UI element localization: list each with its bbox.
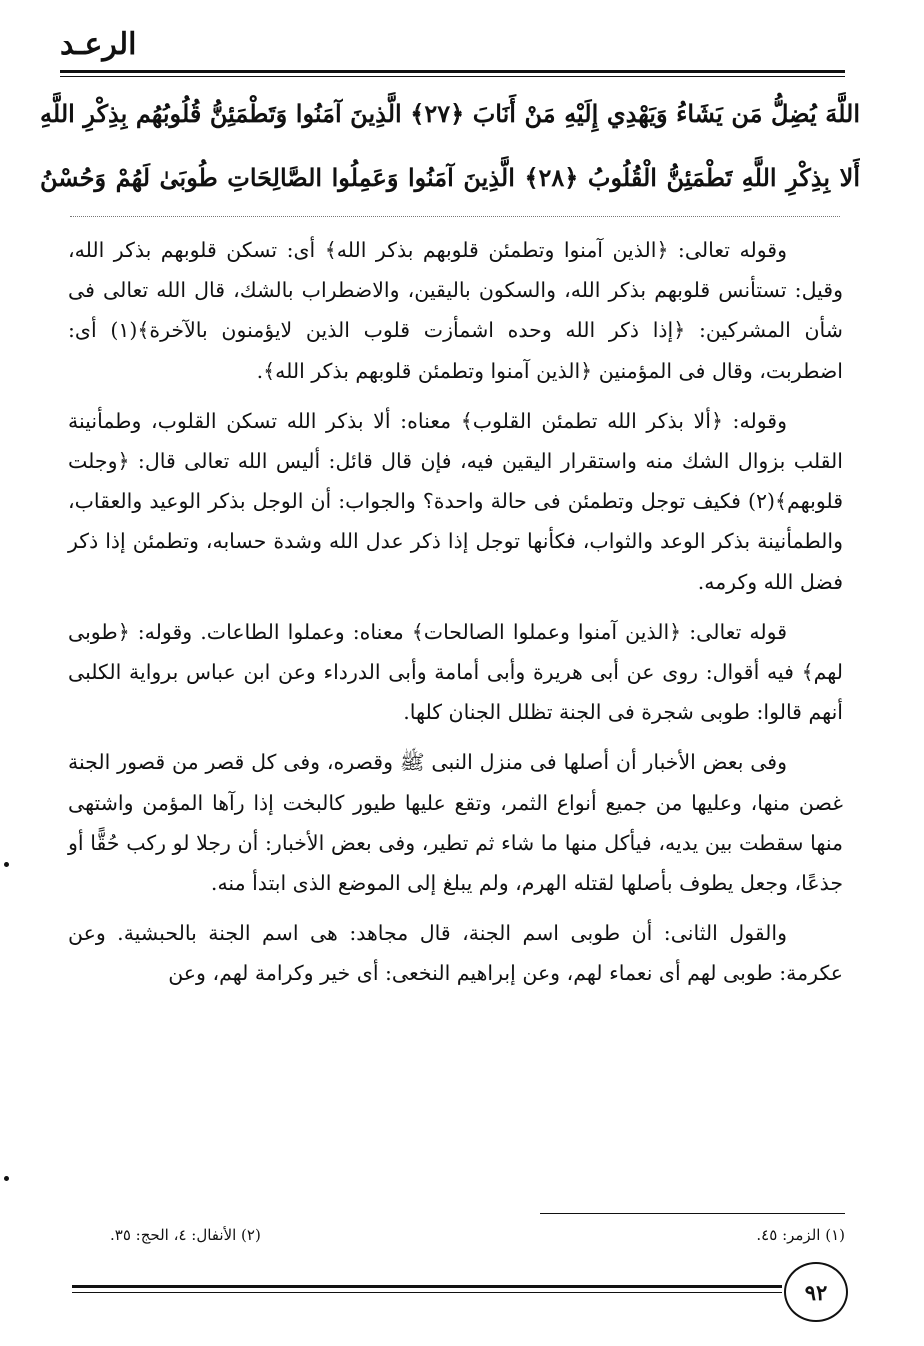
footnote-separator — [540, 1213, 845, 1214]
quran-verse-block — [40, 82, 860, 210]
footnotes — [110, 1222, 845, 1248]
footnote-2: (٢) الأنفال: ٤، الحج: ٣٥. — [110, 1226, 261, 1244]
header-rule-thin — [60, 76, 845, 77]
margin-dot-mark — [4, 862, 9, 867]
verse-separator — [70, 216, 840, 217]
verse-line-1: اللَّهَ يُضِلُّ مَن يَشَاءُ وَيَهْدِي إِلَيْهِ مَنْ أَنَابَ ﴿٢٧﴾ الَّذِينَ آمَنُوا وَتَطْمَئِنُّ قُلُوبُهُم بِذِكْرِ اللَّهِ — [40, 99, 860, 128]
paragraph-1: وقوله تعالى: ﴿الذين آمنوا وتطمئن قلوبهم بذكر الله﴾ أى: تسكن قلوبهم بذكر الله، وقيل: تستأنس قلوبهم بذكر الله، والسكون باليقين، والاضطراب بالشك، قال الله تعالى فى شأن المشركين: ﴿إذا ذكر الله وحده اشمأزت قلوب الذين لايؤمنون بالآخرة﴾(١) أى: اضطربت، وقال فى المؤمنين ﴿الذين آمنوا وتطمئن قلوبهم بذكر الله﴾. — [68, 238, 843, 383]
paragraph-4: وفى بعض الأخبار أن أصلها فى منزل النبى ﷺ وقصره، وفى كل قصر من قصور الجنة غصن منها، وعليها من جميع أنواع الثمر، وتقع عليها طيور كالبخت إذا رآها المؤمن واشتهى منها سقطت بين يديه، فيأكل منها ما شاء ثم تطير، وفى بعض الأخبار: أن رجلا لو ركب حُقًّا أو جذعًا، وجعل يطوف بأصلها لقتله الهرم، ولم يبلغ إلى الموضع الذى ابتدأ منه. — [68, 750, 843, 896]
margin-dot-mark — [4, 1176, 9, 1181]
page-number-badge: ٩٢ — [784, 1262, 848, 1322]
footnote-1: (١) الزمر: ٤٥. — [756, 1226, 845, 1244]
running-header-title: الرعـد — [60, 27, 137, 62]
paragraph-5: والقول الثانى: أن طوبى اسم الجنة، قال مجاهد: هى اسم الجنة بالحبشية. وعن عكرمة: طوبى لهم أى نعماء لهم، وعن إبراهيم النخعى: أى خير وكرامة لهم، وعن — [68, 921, 843, 986]
footer-rule-thin — [72, 1292, 782, 1293]
header-rule-thick — [60, 70, 845, 73]
verse-line-2: أَلا بِذِكْرِ اللَّهِ تَطْمَئِنُّ الْقُلُوبُ ﴿٢٨﴾ الَّذِينَ آمَنُوا وَعَمِلُوا الصَّالِحَاتِ طُوبَىٰ لَهُمْ وَحُسْنُ — [40, 163, 860, 192]
footer-rule-thick — [72, 1285, 782, 1288]
paragraph-3: قوله تعالى: ﴿الذين آمنوا وعملوا الصالحات﴾ معناه: وعملوا الطاعات. وقوله: ﴿طوبى لهم﴾ فيه أقوال: روى عن أبى هريرة وأبى أمامة وأبى الدرداء وعن ابن عباس برواية الكلبى أنهم قالوا: طوبى شجرة فى الجنة تظلل الجنان كلها. — [68, 619, 843, 725]
commentary-body — [68, 230, 843, 1004]
paragraph-2: وقوله: ﴿ألا بذكر الله تطمئن القلوب﴾ معناه: ألا بذكر الله تسكن القلوب، وطمأنينة القلب بزوال الشك منه واستقرار اليقين فيه، فإن قال قائل: أليس الله تعالى قال: ﴿وجلت قلوبهم﴾(٢) فكيف توجل وتطمئن فى حالة واحدة؟ والجواب: أن الوجل بذكر الوعيد والعقاب، والطمأنينة بذكر الوعد والثواب، فكأنها توجل إذا ذكر عدل الله وشدة حسابه، وتطمئن إذا ذكر فضل الله وكرمه. — [68, 408, 843, 594]
